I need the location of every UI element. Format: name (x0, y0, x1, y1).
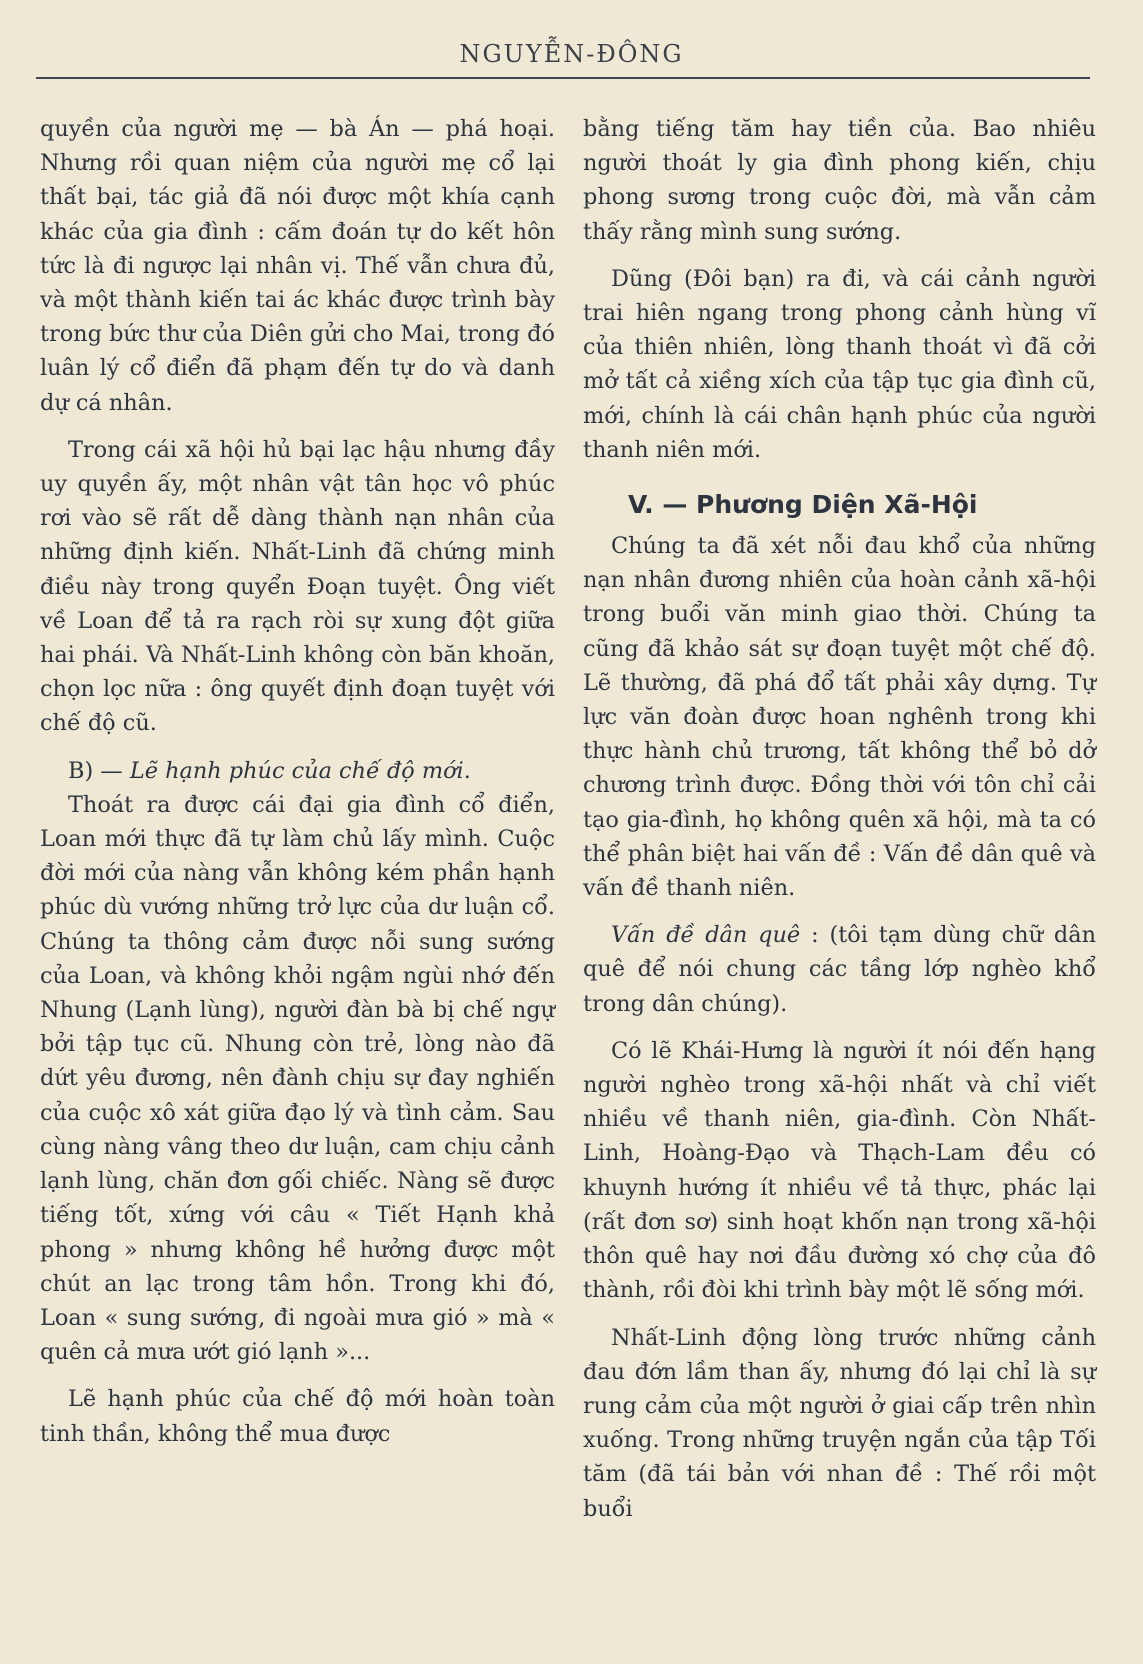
right-column (583, 112, 1096, 1526)
subsection-label: B) — (68, 757, 130, 784)
paragraph: Trong cái xã hội hủ bại lạc hậu nhưng đầy uy quyền ấy, một nhân vật tân học vô phúc rơi vào sẽ rất dễ dàng thành nạn nhân của những định kiến. Nhất-Linh đã chứng minh điều này trong quyển Đoạn tuyệt. Ông viết về Loan để tả ra rạch ròi sự xung đột giữa hai phái. Và Nhất-Linh không còn băn khoăn, chọn lọc nữa : ông quyết định đoạn tuyệt với chế độ cũ. (40, 436, 555, 737)
running-title: NGUYỄN-ĐÔNG (459, 40, 684, 68)
paragraph: Thoát ra được cái đại gia đình cổ điển, Loan mới thực đã tự làm chủ lấy mình. Cuộc đời mới của nàng vẫn không kém phần hạnh phúc dù vướng những trở lực của dư luận cổ. Chúng ta thông cảm được nỗi sung sướng của Loan, và không khỏi ngậm ngùi nhớ đến Nhung (Lạnh lùng), người đàn bà bị chế ngự bởi tập tục cũ. Nhung còn trẻ, lòng nào đã dứt yêu đương, nên đành chịu sự đay nghiến của cuộc xô xát giữa đạo lý và tình cảm. Sau cùng nàng vâng theo dư luận, cam chịu cảnh lạnh lùng, chăn đơn gối chiếc. Nàng sẽ được tiếng tốt, xứng với câu « Tiết Hạnh khả phong » nhưng không hề hưởng được một chút an lạc trong tâm hồn. Trong khi đó, Loan « sung sướng, đi ngoài mưa gió » mà « quên cả mưa ướt gió lạnh »... (40, 791, 555, 1366)
paragraph: Nhất-Linh động lòng trước những cảnh đau đớn lầm than ấy, nhưng đó lại chỉ là sự rung cảm của một người ở giai cấp trên nhìn xuống. Trong những truyện ngắn của tập Tối tăm (đã tái bản với nhan đề : Thế rồi một buổi (583, 1324, 1096, 1522)
header-rule (36, 77, 1090, 79)
subsection-title-text: Lẽ hạnh phúc của chế độ mới. (129, 757, 471, 784)
left-column (40, 112, 555, 1451)
paragraph: bằng tiếng tăm hay tiền của. Bao nhiêu người thoát ly gia đình phong kiến, chịu phong sương trong cuộc đời, mà vẫn cảm thấy rằng mình sung sướng. (583, 116, 1096, 245)
inline-text: : (tôi tạm dùng chữ dân quê để nói chung các tầng lớp nghèo khổ trong dân chúng). (583, 922, 1096, 1017)
inline-title: Vấn đề dân quê (611, 922, 801, 949)
paragraph (583, 918, 1096, 1021)
paragraph: Có lẽ Khái-Hưng là người ít nói đến hạng người nghèo trong xã-hội nhất và chỉ viết nhiều về thanh niên, gia-đình. Còn Nhất-Linh, Hoàng-Đạo và Thạch-Lam đều có khuynh hướng ít nhiều về tả thực, phác lại (rất đơn sơ) sinh hoạt khốn nạn trong xã-hội thôn quê hay nơi đầu đường xó chợ của đô thành, rồi đòi khi trình bày một lẽ sống mới. (583, 1037, 1096, 1304)
paragraph: Chúng ta đã xét nỗi đau khổ của những nạn nhân đương nhiên của hoàn cảnh xã-hội trong buổi văn minh giao thời. Chúng ta cũng đã khảo sát sự đoạn tuyệt một chế độ. Lẽ thường, đã phá đổ tất phải xây dựng. Tự lực văn đoàn được hoan nghênh trong khi thực hành chủ trương, tất không thể bỏ dở chương trình được. Đồng thời với tôn chỉ cải tạo gia-đình, họ không quên xã hội, mà ta có thể phân biệt hai vấn đề : Vấn đề dân quê và vấn đề thanh niên. (583, 533, 1096, 902)
subsection-title (40, 754, 555, 788)
paragraph: quyền của người mẹ — bà Án — phá hoại. Nhưng rồi quan niệm của người mẹ cổ lại thất bại, tác giả đã nói được một khía cạnh khác của gia đình : cấm đoán tự do kết hôn tức là đi ngược lại nhân vị. Thế vẫn chưa đủ, và một thành kiến tai ác khác được trình bày trong bức thư của Diên gửi cho Mai, trong đó luân lý cổ điển đã phạm đến tự do và danh dự cá nhân. (40, 116, 555, 416)
paragraph: Dũng (Đôi bạn) ra đi, và cái cảnh người trai hiên ngang trong phong cảnh hùng vĩ của thiên nhiên, lòng thanh thoát vì đã cởi mở tất cả xiềng xích của tập tục gia đình cũ, mới, chính là cái chân hạnh phúc của người thanh niên mới. (583, 265, 1096, 463)
section-heading: V. — Phương Diện Xã-Hội (628, 490, 978, 520)
paragraph: Lẽ hạnh phúc của chế độ mới hoàn toàn tinh thần, không thể mua được (40, 1386, 555, 1447)
